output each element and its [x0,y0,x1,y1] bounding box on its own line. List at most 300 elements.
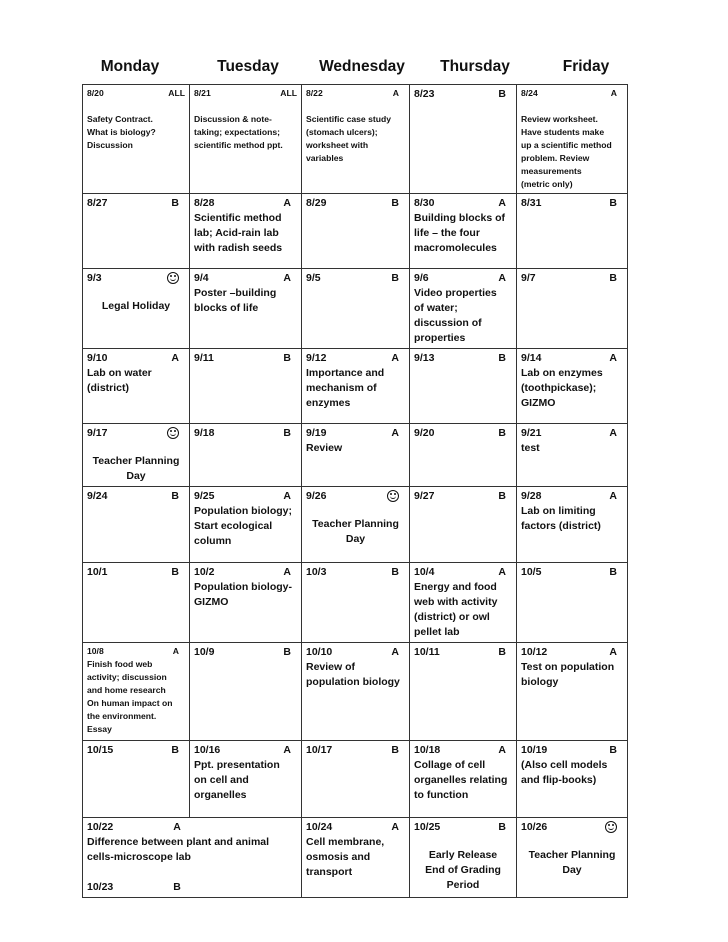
cell-text-line: Review worksheet. [521,114,598,124]
cell-text-line: (metric only) [521,179,573,189]
cell-date: 9/10 [87,352,108,364]
cell-text-line: variables [306,153,344,163]
week-row [83,643,628,741]
cell-text-line: Population biology; [194,505,292,517]
cell-date: 9/11 [194,352,214,364]
day-cell [517,487,628,563]
week-row [83,85,628,194]
cell-text-line: activity; discussion [87,672,167,682]
week-row [83,349,628,424]
cell-date: 10/18 [414,744,441,756]
cell-day-tag: A [283,744,291,756]
day-cell [83,194,190,269]
cell-text-line: Teacher Planning [312,518,399,530]
cell-text-line: Collage of cell [414,759,486,771]
cell-text-line: Review of [306,661,356,673]
cell-text-line: (toothpickase); [521,382,597,394]
spacer [521,835,623,848]
cell-text-line: Review [306,442,343,454]
planning-marker [605,820,623,835]
cell-text-line: Lab on limiting [521,505,596,517]
date-line [87,820,297,835]
day-cell [302,85,410,194]
cell-text-line: What is biology? [87,127,156,137]
day-cell [83,424,190,487]
date-line [87,351,185,366]
day-cell [190,643,302,741]
planning-marker [387,489,405,504]
day-cell [190,563,302,643]
date-line [306,820,405,835]
date-line [521,489,623,504]
date-line [194,645,297,660]
date-line [306,489,405,504]
week-row [83,563,628,643]
spacer [306,100,405,113]
day-cell [302,349,410,424]
date-line [194,565,297,580]
cell-date: 9/19 [306,427,327,439]
day-cell [190,487,302,563]
date-line [521,87,623,100]
cell-day-tag: A [283,197,291,209]
date-line [306,196,405,211]
day-cell [517,194,628,269]
day-cell [410,85,517,194]
day-cell [302,269,410,349]
spacer [194,100,297,113]
spacer [87,865,297,880]
date-line [194,743,297,758]
date-line [414,820,512,835]
day-cell [83,85,190,194]
cell-date: 10/8 [87,646,104,656]
cell-text-line: (Also cell models [521,759,608,771]
cell-text-line: Video properties [414,287,497,299]
cell-text-line: Day [126,470,146,482]
date-line [87,426,185,441]
date-line [194,426,297,441]
week-row [83,269,628,349]
spacer [306,504,405,517]
date-line [414,565,512,580]
date-line [194,196,297,211]
cell-date: 8/22 [306,88,323,98]
date-line [414,196,512,211]
day-cell [190,194,302,269]
cell-text-line: (stomach ulcers); [306,127,378,137]
date-line [194,87,297,100]
day-cell [302,741,410,818]
cell-date: 8/20 [87,88,104,98]
cell-date: 10/1 [87,566,108,578]
cell-day-tag: B [609,744,617,756]
smiley-face-icon [167,272,179,284]
cell-day-tag: B [498,88,506,100]
cell-text-line: pellet lab [414,626,460,638]
cell-text-line: discussion of [414,317,482,329]
day-cell [410,563,517,643]
cell-text-line: Population biology- [194,581,292,593]
cell-day-tag: A [498,566,506,578]
merged-day-cell [83,818,302,898]
cell-text-line: Importance and [306,367,385,379]
day-cell [410,349,517,424]
cell-day-tag: B [171,197,179,209]
cell-text-line: Lab on enzymes [521,367,603,379]
cell-text-line: taking; expectations; [194,127,280,137]
cell-date: 10/12 [521,646,548,658]
cell-date: 9/24 [87,490,108,502]
date-line [306,645,405,660]
date-line [87,645,185,658]
day-cell [302,194,410,269]
cell-date: 9/27 [414,490,435,502]
cell-date: 9/3 [87,272,102,284]
cell-date: 8/30 [414,197,435,209]
cell-text-line: Day [562,864,582,876]
cell-text-line: Day [345,533,366,545]
cell-date: 10/16 [194,744,221,756]
cell-day-tag: B [498,646,506,658]
date-line [414,489,512,504]
cell-date: 9/20 [414,427,435,439]
cell-text-line: measurements [521,166,582,176]
cell-text-line: Legal Holiday [101,300,171,312]
date-line [521,271,623,286]
cell-day-tag: A [283,490,291,502]
cell-date: 10/24 [306,821,333,833]
week-row [83,487,628,563]
cell-day-tag: B [609,272,617,284]
date-line [194,351,297,366]
day-cell [83,741,190,818]
cell-date: 9/4 [194,272,209,284]
cell-text-line: Poster –building [194,287,277,299]
cell-day-tag: B [391,744,399,756]
cell-text-line: worksheet with [306,140,369,150]
date-line [414,87,512,102]
cell-text-line: and home research [87,685,166,695]
cell-day-tag: B [391,566,399,578]
cell-date: 10/4 [414,566,435,578]
day-cell [302,818,410,898]
day-cell [517,269,628,349]
cell-date: 8/23 [414,88,435,100]
cell-day-tag: B [171,566,179,578]
spacer [414,835,512,848]
cell-text-line: test [521,442,540,454]
cell-date: 9/18 [194,427,215,439]
day-cell [410,487,517,563]
cell-date: 10/15 [87,744,114,756]
cell-text-line: Essay [87,724,112,734]
cell-date: 10/2 [194,566,215,578]
cell-day-tag: A [171,352,179,364]
cell-day-tag: A [391,821,399,833]
day-cell [410,818,517,898]
cell-day-tag: ALL [168,88,185,98]
cell-text-line: End of Grading [425,864,501,876]
week-row [83,741,628,818]
cell-day-tag: B [498,821,506,833]
cell-text-line: of water; [414,302,458,314]
cell-date: 10/22 [87,821,114,833]
cell-day-tag: B [283,427,291,439]
cell-day-tag: B [498,490,506,502]
cell-text-line: Early Release [428,849,498,861]
date-line [194,271,297,286]
spacer [521,100,623,113]
cell-text-line: problem. Review [521,153,590,163]
header-monday: Monday [100,58,160,75]
cell-day-tag: B [283,646,291,658]
day-cell [410,269,517,349]
cell-date: 8/27 [87,197,108,209]
day-cell [517,643,628,741]
cell-text-line: (district) or owl [414,611,490,623]
date-line [521,426,623,441]
day-cell [190,424,302,487]
cell-text-line: Discussion & note- [194,114,272,124]
cell-text-line: transport [306,866,353,878]
day-cell [302,563,410,643]
cell-day-tag: A [609,646,617,658]
cell-text-line: up a scientific method [521,140,612,150]
date-line [521,351,623,366]
spacer [87,100,185,113]
date-line [87,489,185,504]
cell-text-line: Teacher Planning [528,849,616,861]
cell-date: 10/5 [521,566,542,578]
week-row [83,194,628,269]
cell-day-tag: B [171,744,179,756]
smiley-face-icon [387,490,399,502]
date-line [87,87,185,100]
cell-date: 9/6 [414,272,429,284]
day-cell [517,85,628,194]
day-cell [302,643,410,741]
cell-day-tag: A [609,490,617,502]
cell-text-line: GIZMO [194,596,229,608]
cell-text-line: properties [414,332,466,344]
date-line [521,645,623,660]
cell-text-line: biology [521,676,559,688]
cell-text-line: cells-microscope lab [87,851,191,863]
cell-day-tag: A [283,272,291,284]
day-cell [302,487,410,563]
day-cell [517,424,628,487]
date-line [306,351,405,366]
smiley-face-icon [167,427,179,439]
cell-date: 10/19 [521,744,548,756]
day-cell [190,349,302,424]
cell-text-line: population biology [306,676,400,688]
cell-text-line: Difference between plant and animal [87,836,270,848]
cell-text-line: Discussion [87,140,133,150]
cell-day-tag: A [172,646,179,656]
cell-text-line: on cell and [194,774,249,786]
cell-date: 10/10 [306,646,333,658]
cell-text-line: mechanism of [306,382,377,394]
cell-date: 9/28 [521,490,542,502]
cell-date: 9/7 [521,272,536,284]
cell-date: 9/26 [306,490,327,502]
cell-day-tag: B [391,197,399,209]
day-cell [517,563,628,643]
date-line [306,743,405,758]
cell-text-line: scientific method ppt. [194,140,283,150]
cell-text-line: life – the four [414,227,480,239]
cell-text-line: organelles [194,789,247,801]
cell-text-line: Safety Contract. [87,114,153,124]
cell-date: 9/17 [87,427,108,439]
header-friday: Friday [562,58,610,75]
day-cell [83,487,190,563]
date-line [414,743,512,758]
cell-text-line: blocks of life [194,302,259,314]
cell-text-line: enzymes [306,397,351,409]
day-cell [302,424,410,487]
cell-day-tag: B [609,197,617,209]
cell-day-tag: B [283,352,291,364]
day-cell [517,818,628,898]
cell-day-tag: A [498,272,506,284]
spacer [87,286,185,299]
day-cell [410,741,517,818]
date-line [87,880,297,895]
cell-date: 8/29 [306,197,327,209]
planning-marker [167,271,185,286]
cell-date: 10/11 [414,646,440,658]
day-cell [190,269,302,349]
cell-text-line: lab; Acid-rain lab [194,227,279,239]
cell-day-tag: A [391,352,399,364]
day-cell [410,643,517,741]
cell-date: 10/9 [194,646,215,658]
date-line [414,351,512,366]
date-line [87,271,185,286]
date-line [306,271,405,286]
cell-date: 9/13 [414,352,435,364]
date-line [306,87,405,100]
cell-date: 8/24 [521,88,538,98]
day-cell [83,349,190,424]
cell-day-tag: A [609,352,617,364]
cell-text-line: Scientific case study [306,114,392,124]
smiley-face-icon [605,821,617,833]
spacer [87,441,185,454]
cell-day-tag: A [610,88,617,98]
cell-text-line: Ppt. presentation [194,759,280,771]
cell-day-tag: ALL [280,88,297,98]
cell-date: 9/5 [306,272,321,284]
date-line [194,489,297,504]
cell-text-line: and flip-books) [521,774,597,786]
cell-text-line: web with activity [414,596,498,608]
cell-day-tag: B [173,881,181,893]
day-cell [517,349,628,424]
day-cell [83,563,190,643]
cell-text-line: with radish seeds [194,242,283,254]
planning-marker [167,426,185,441]
cell-day-tag: B [171,490,179,502]
cell-text-line: Cell membrane, [306,836,385,848]
date-line [87,565,185,580]
cell-date: 9/14 [521,352,542,364]
cell-date: 10/17 [306,744,333,756]
cell-text-line: Period [446,879,480,891]
cell-day-tag: B [391,272,399,284]
cell-date: 10/26 [521,821,548,833]
cell-day-tag: B [609,566,617,578]
date-line [414,645,512,660]
date-line [306,426,405,441]
cell-text-line: On human impact on [87,698,173,708]
cell-date: 9/25 [194,490,215,502]
cell-text-line: column [194,535,232,547]
header-tuesday: Tuesday [217,58,279,75]
day-cell [517,741,628,818]
cell-text-line: Have students make [521,127,605,137]
day-cell [83,269,190,349]
cell-text-line: Start ecological [194,520,273,532]
cell-text-line: (district) [87,382,129,394]
cell-text-line: the environment. [87,711,157,721]
cell-date: 10/23 [87,881,114,893]
cell-day-tag: A [498,744,506,756]
cell-text-line: Teacher Planning [92,455,180,467]
cell-date: 9/21 [521,427,542,439]
cell-text-line: Test on population [521,661,615,673]
cell-text-line: factors (district) [521,520,601,532]
week-row [83,818,628,898]
cell-text-line: macromolecules [414,242,497,254]
day-cell [190,85,302,194]
cell-date: 10/25 [414,821,441,833]
cell-date: 8/31 [521,197,542,209]
header-wednesday: Wednesday [319,58,405,75]
cell-text-line: Scientific method [194,212,282,224]
date-line [521,565,623,580]
cell-text-line: Finish food web [87,659,153,669]
date-line [521,820,623,835]
cell-date: 8/21 [194,88,211,98]
cell-text-line: Energy and food [414,581,497,593]
cell-day-tag: A [609,427,617,439]
cell-date: 9/12 [306,352,327,364]
date-line [414,271,512,286]
day-cell [410,194,517,269]
cell-day-tag: A [392,88,399,98]
cell-day-tag: B [498,352,506,364]
cell-text-line: osmosis and [306,851,371,863]
calendar-table [82,84,628,898]
week-row [83,424,628,487]
cell-day-tag: A [498,197,506,209]
cell-date: 10/3 [306,566,327,578]
date-line [87,743,185,758]
cell-day-tag: A [173,821,181,833]
date-line [521,196,623,211]
day-cell [190,741,302,818]
cell-day-tag: A [391,427,399,439]
cell-date: 8/28 [194,197,215,209]
date-line [521,743,623,758]
date-line [87,196,185,211]
header-thursday: Thursday [440,58,510,75]
cell-text-line: organelles relating [414,774,508,786]
